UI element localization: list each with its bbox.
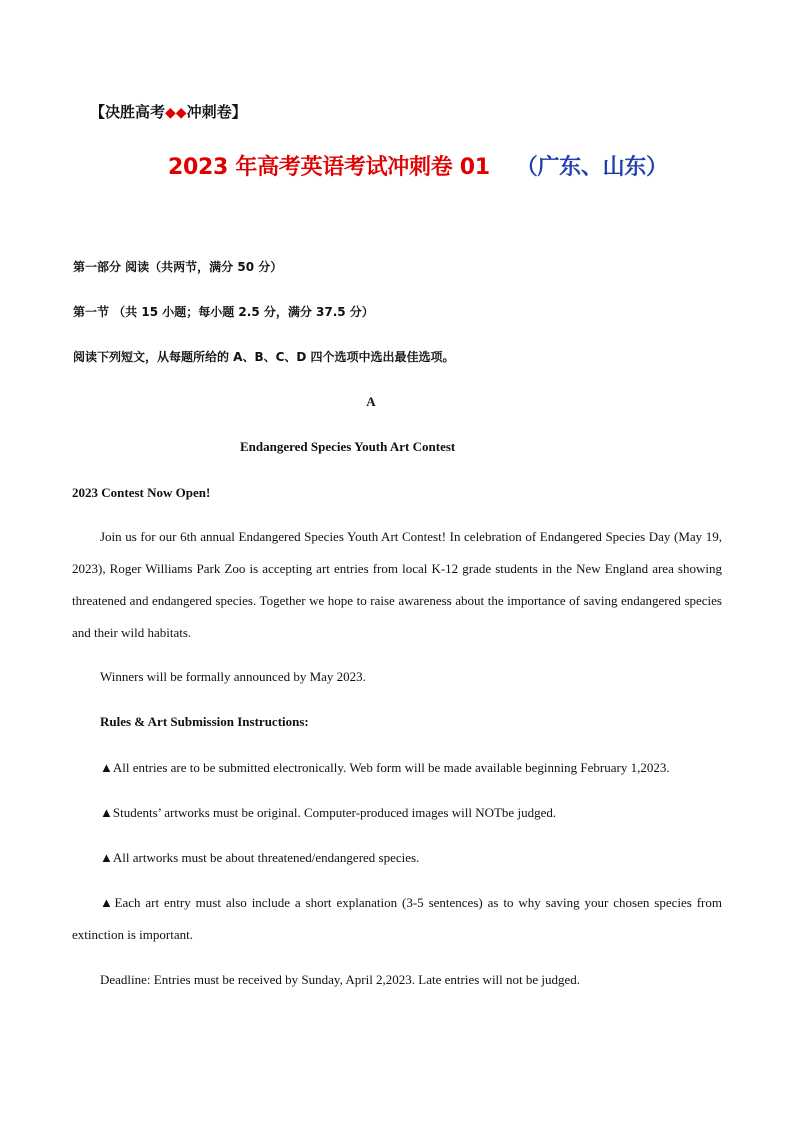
rule-item: ▲Students’ artworks must be original. Computer-produced images will NOTbe judged. xyxy=(100,805,557,820)
exam-title-main: 2023 年高考英语考试冲刺卷 01 xyxy=(168,155,490,180)
brand-tag xyxy=(90,101,247,122)
rule-item: ▲Each art entry must also include a short explanation (3-5 sentences) as to why saving your chosen species from extinction is important. xyxy=(72,895,722,942)
brand-left: 【决胜高考 xyxy=(90,103,166,121)
part-heading: 第一部分 阅读（共两节，满分 50 分） xyxy=(73,260,283,274)
instruction-text: 阅读下列短文，从每题所给的 A、B、C、D 四个选项中选出最佳选项。 xyxy=(73,350,455,364)
passage-label: A xyxy=(366,394,376,409)
passage-title: Endangered Species Youth Art Contest xyxy=(240,439,456,454)
rule-item: ▲All entries are to be submitted electronically. Web form will be made available beginning February 1,2023. xyxy=(100,760,670,775)
exam-title-region: （广东、山东） xyxy=(515,155,668,180)
rule-item: ▲All artworks must be about threatened/endangered species. xyxy=(100,850,420,865)
rules-heading: Rules & Art Submission Instructions: xyxy=(100,714,309,729)
contest-open-heading: 2023 Contest Now Open! xyxy=(72,485,211,500)
deadline-line: Deadline: Entries must be received by Sunday, April 2,2023. Late entries will not be judged. xyxy=(100,972,581,987)
exam-title xyxy=(168,150,668,181)
diamond-icon: ◆◆ xyxy=(165,105,187,121)
intro-paragraph: Join us for our 6th annual Endangered Species Youth Art Contest! In celebration of Endangered Species Day (May 19, 2023), Roger Williams Park Zoo is accepting art entries from local K-12 grade students in the New England area showing threatened and endangered species. Together we hope to raise awareness about the importance of saving endangered species and their wild habitats. xyxy=(72,529,722,640)
subsection-heading: 第一节 （共 15 小题；每小题 2.5 分，满分 37.5 分） xyxy=(73,305,374,319)
winners-line: Winners will be formally announced by May 2023. xyxy=(100,669,366,684)
brand-right: 冲刺卷】 xyxy=(186,103,247,121)
